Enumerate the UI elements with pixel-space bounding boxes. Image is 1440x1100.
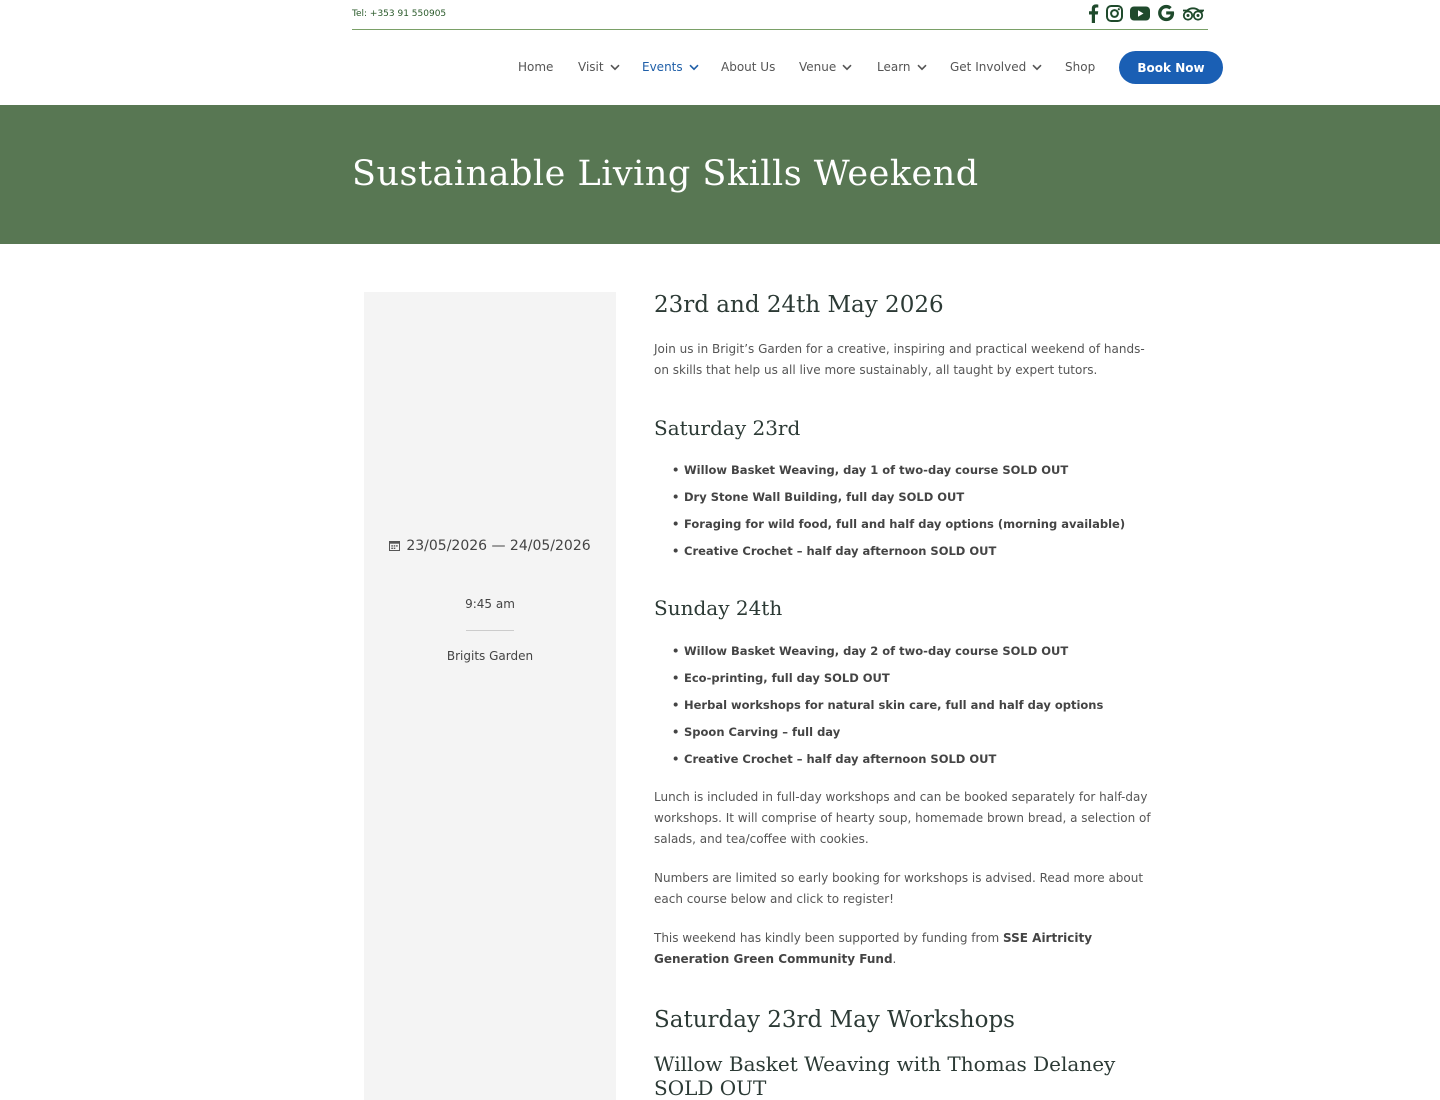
workshop-heading: Willow Basket Weaving with Thomas Delaney SOLD OUT	[654, 1052, 1116, 1100]
page-title: Sustainable Living Skills Weekend	[352, 154, 979, 194]
nav-learn[interactable]	[877, 60, 927, 74]
sunday-heading: Sunday 24th	[654, 596, 783, 620]
details-divider	[466, 630, 514, 631]
event-time: 9:45 am	[465, 597, 515, 611]
list-item: • Herbal workshops for natural skin care, full and half day options	[672, 697, 1152, 724]
intro-paragraph: Join us in Brigit’s Garden for a creative, inspiring and practical weekend of hands-on skills that help us all live more sustainably, all taught by expert tutors.	[654, 342, 1145, 377]
chevron-down-icon	[917, 64, 927, 71]
event-date-heading: 23rd and 24th May 2026	[654, 292, 944, 318]
social-links	[1088, 3, 1204, 23]
event-date-range	[364, 535, 616, 557]
nav-shop[interactable]	[1065, 60, 1095, 74]
main-navigation	[0, 51, 1440, 85]
list-item: • Eco-printing, full day SOLD OUT	[672, 670, 1152, 697]
nav-about-us-label: About Us	[721, 60, 776, 74]
nav-get-involved-label: Get Involved	[950, 60, 1027, 74]
list-item: • Creative Crochet – half day afternoon SOLD OUT	[672, 751, 1152, 778]
event-venue: Brigits Garden	[446, 649, 534, 663]
nav-home[interactable]	[518, 60, 553, 74]
nav-learn-label: Learn	[877, 60, 911, 74]
list-item: • Spoon Carving – full day	[672, 724, 1152, 751]
instagram-icon[interactable]	[1106, 3, 1123, 23]
list-item: • Foraging for wild food, full and half day options (morning available)	[672, 516, 1152, 543]
list-item: • Willow Basket Weaving, day 2 of two-day course SOLD OUT	[672, 643, 1152, 670]
google-icon[interactable]	[1157, 3, 1175, 23]
chevron-down-icon	[689, 64, 699, 71]
top-bar	[352, 0, 1208, 30]
nav-home-label: Home	[518, 60, 554, 74]
book-now-button[interactable]: Book Now	[1119, 51, 1223, 84]
youtube-icon[interactable]	[1130, 3, 1150, 23]
nav-visit[interactable]	[578, 60, 620, 74]
nav-shop-label: Shop	[1065, 60, 1096, 74]
funding-paragraph	[654, 928, 1154, 970]
funder-name: SSE Airtricity Generation Green Community Fund	[654, 931, 1093, 966]
nav-events[interactable]	[642, 60, 699, 74]
tripadvisor-icon[interactable]	[1182, 3, 1204, 23]
funding-prefix: This weekend has kindly been supported by funding from	[654, 931, 1004, 945]
chevron-down-icon	[1032, 64, 1042, 71]
nav-about-us[interactable]	[721, 60, 775, 74]
facebook-icon[interactable]	[1088, 3, 1099, 23]
list-item: • Willow Basket Weaving, day 1 of two-day course SOLD OUT	[672, 462, 1152, 489]
nav-venue-label: Venue	[799, 60, 837, 74]
list-item: • Creative Crochet – half day afternoon SOLD OUT	[672, 543, 1152, 570]
lunch-paragraph: Lunch is included in full-day workshops and can be booked separately for half-day workshops. It will comprise of hearty soup, homemade brown bread, a selection of salads, and tea/coffee with cookies.	[654, 790, 1151, 846]
telephone-number[interactable]: Tel: +353 91 550905	[352, 9, 447, 19]
nav-venue[interactable]	[799, 60, 852, 74]
chevron-down-icon	[610, 64, 620, 71]
workshops-section-heading: Saturday 23rd May Workshops	[654, 1007, 1015, 1033]
chevron-down-icon	[842, 64, 852, 71]
saturday-workshop-list	[672, 462, 1152, 570]
nav-get-involved[interactable]	[950, 60, 1042, 74]
funding-suffix: .	[892, 952, 897, 966]
booking-paragraph: Numbers are limited so early booking for workshops is advised. Read more about each course below and click to register!	[654, 871, 1144, 906]
saturday-heading: Saturday 23rd	[654, 416, 801, 440]
calendar-icon	[389, 540, 400, 551]
event-details-panel	[364, 292, 616, 1100]
event-date-range-text: 23/05/2026 — 24/05/2026	[406, 538, 591, 554]
nav-visit-label: Visit	[578, 60, 604, 74]
sunday-workshop-list	[672, 643, 1152, 778]
list-item: • Dry Stone Wall Building, full day SOLD OUT	[672, 489, 1152, 516]
nav-events-label: Events	[642, 60, 683, 74]
page-hero	[0, 105, 1440, 244]
